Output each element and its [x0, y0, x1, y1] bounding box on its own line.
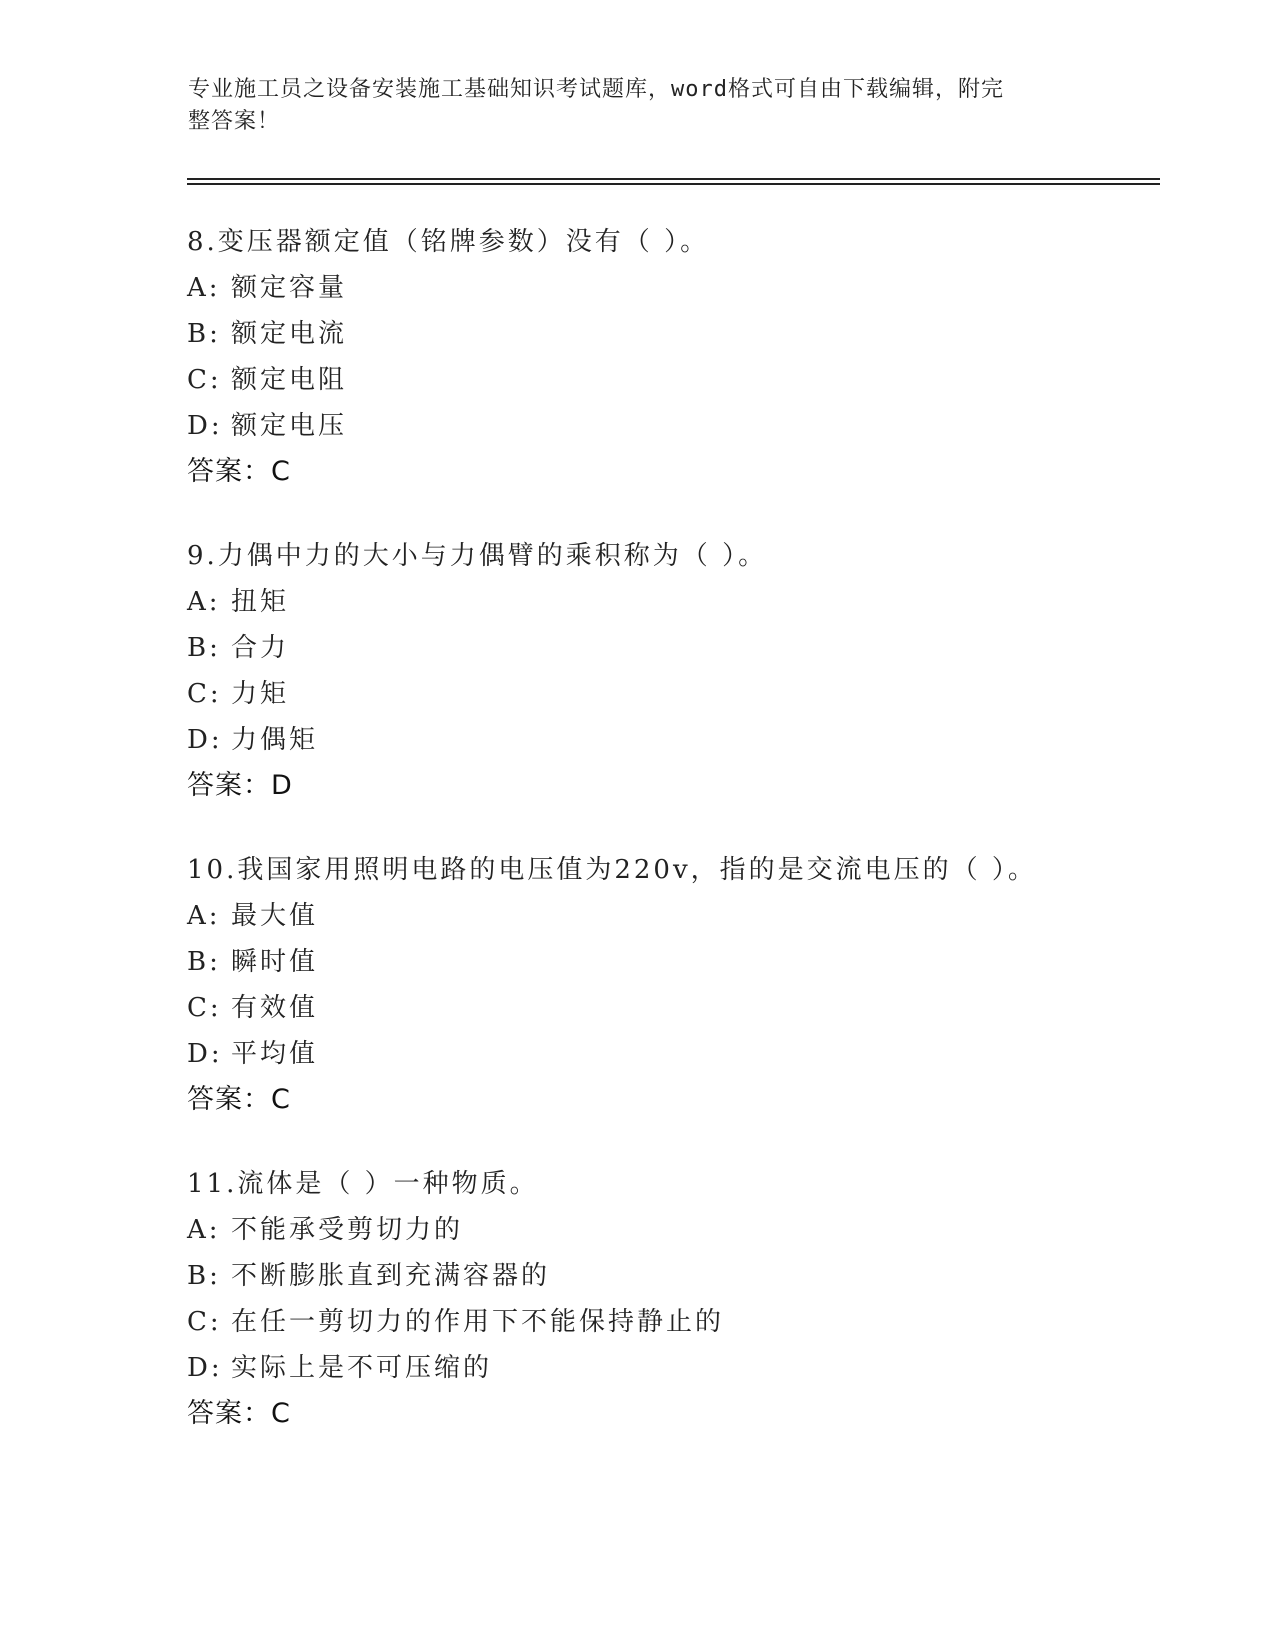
- option-d: [187, 410, 1137, 456]
- option-letter: C:: [187, 365, 222, 395]
- option-letter: C:: [187, 1307, 222, 1337]
- option-c: [187, 678, 1137, 724]
- question-stem: 8.变压器额定值（铭牌参数）没有（ ）。: [187, 227, 710, 257]
- question-stem: 9.力偶中力的大小与力偶臂的乘积称为（ ）。: [187, 541, 768, 571]
- header-line-2: 整答案！: [188, 109, 281, 134]
- option-letter: A:: [187, 1215, 221, 1245]
- question-stem: 11.流体是（ ）一种物质。: [187, 1169, 539, 1199]
- option-text: 有效值: [231, 993, 319, 1023]
- header-line-1: 专业施工员之设备安装施工基础知识考试题库，word格式可自由下载编辑，附完: [188, 77, 1004, 102]
- question-stem: 10.我国家用照明电路的电压值为220v，指的是交流电压的（ ）。: [187, 855, 1037, 885]
- option-b: [187, 632, 1137, 678]
- answer-line: 答案：C: [187, 1398, 291, 1429]
- question-block: [187, 540, 1137, 816]
- option-letter: B:: [187, 1261, 221, 1291]
- option-letter: B:: [187, 947, 221, 977]
- option-a: [187, 1214, 1137, 1260]
- option-letter: D:: [187, 1039, 223, 1069]
- option-text: 力矩: [231, 679, 290, 709]
- option-text: 在任一剪切力的作用下不能保持静止的: [231, 1307, 725, 1337]
- option-b: [187, 946, 1137, 992]
- option-a: [187, 900, 1137, 946]
- option-c: [187, 992, 1137, 1038]
- option-letter: C:: [187, 993, 222, 1023]
- question-block: [187, 1168, 1137, 1444]
- option-text: 瞬时值: [231, 947, 319, 977]
- option-text: 不断膨胀直到充满容器的: [231, 1261, 551, 1291]
- option-a: [187, 272, 1137, 318]
- option-text: 合力: [231, 633, 290, 663]
- option-b: [187, 1260, 1137, 1306]
- option-text: 平均值: [231, 1039, 319, 1069]
- option-d: [187, 1038, 1137, 1084]
- option-text: 最大值: [231, 901, 319, 931]
- answer-line: 答案：C: [187, 1084, 291, 1115]
- option-text: 额定电阻: [231, 365, 348, 395]
- option-letter: A:: [187, 901, 221, 931]
- option-text: 额定容量: [231, 273, 348, 303]
- option-b: [187, 318, 1137, 364]
- option-letter: A:: [187, 273, 221, 303]
- answer-line: 答案：D: [187, 770, 293, 801]
- option-text: 力偶矩: [231, 725, 319, 755]
- answer-line: 答案：C: [187, 456, 291, 487]
- option-text: 扭矩: [231, 587, 290, 617]
- header-divider-bottom: [187, 183, 1160, 185]
- option-c: [187, 364, 1137, 410]
- option-letter: B:: [187, 633, 221, 663]
- option-text: 额定电流: [231, 319, 348, 349]
- option-d: [187, 724, 1137, 770]
- option-letter: B:: [187, 319, 221, 349]
- option-text: 不能承受剪切力的: [231, 1215, 464, 1245]
- document-header: [188, 74, 1068, 138]
- header-divider-top: [187, 178, 1160, 180]
- option-letter: D:: [187, 1353, 223, 1383]
- option-c: [187, 1306, 1137, 1352]
- question-block: [187, 854, 1137, 1130]
- option-letter: A:: [187, 587, 221, 617]
- option-letter: C:: [187, 679, 222, 709]
- option-d: [187, 1352, 1137, 1398]
- option-a: [187, 586, 1137, 632]
- option-letter: D:: [187, 725, 223, 755]
- option-letter: D:: [187, 411, 223, 441]
- option-text: 实际上是不可压缩的: [231, 1353, 493, 1383]
- question-block: [187, 226, 1137, 502]
- option-text: 额定电压: [231, 411, 348, 441]
